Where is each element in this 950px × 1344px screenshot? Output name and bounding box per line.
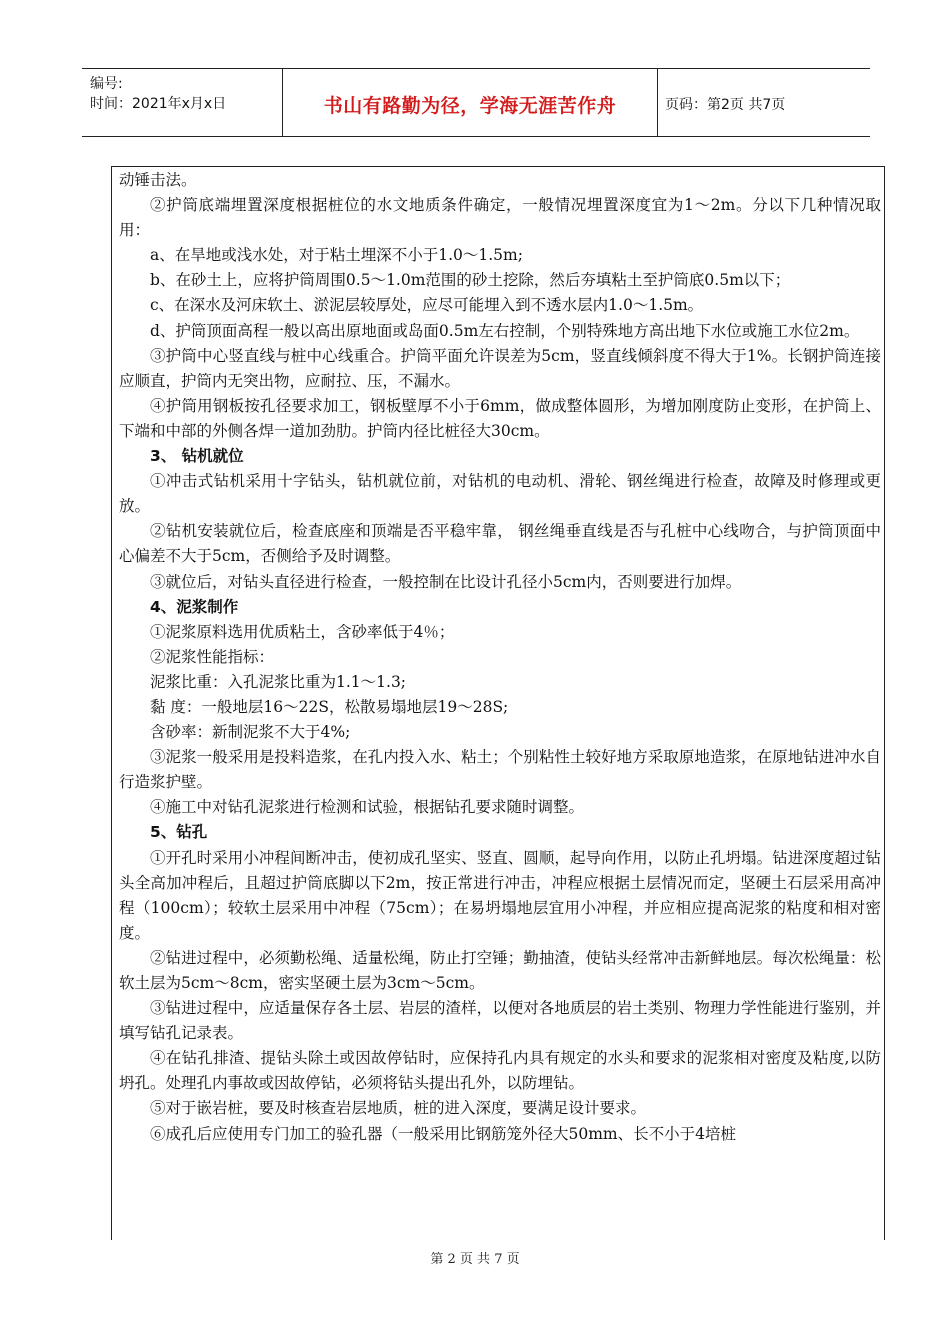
body-paragraph: ①开孔时采用小冲程间断冲击，使初成孔坚实、竖直、圆顺，起导向作用，以防止孔坍塌。钻进深度超过钻头全高加冲程后，且超过护筒底脚以下2m，按正常进行冲击，冲程应根据土层情况而定，坚硬土石层采用高冲程（100cm）；较软土层采用中冲程（75cm）；在易坍塌地层宜用小冲程，并应相应提高泥浆的粘度和相对密度。: [119, 848, 881, 942]
document-time-label: 时间：2021年x月x日: [90, 96, 227, 112]
body-paragraph: ⑥成孔后应使用专门加工的验孔器（一般采用比钢筋笼外径大50mm、长不小于4培桩: [150, 1124, 736, 1143]
section-heading: 4、泥浆制作: [150, 597, 239, 616]
header-bottom-rule: [82, 136, 870, 137]
body-paragraph: ②护筒底端埋置深度根据桩位的水文地质条件确定，一般情况埋置深度宜为1～2m。分以下几种情况取用：: [119, 196, 881, 240]
header-motto: 书山有路勤为径，学海无涯苦作舟: [323, 95, 617, 117]
body-paragraph: 泥浆比重：入孔泥浆比重为1.1～1.3;: [150, 672, 407, 691]
body-paragraph: ④护筒用钢板按孔径要求加工，钢板壁厚不小于6mm，做成整体圆形，为增加刚度防止变形，在护筒上、下端和中部的外侧各焊一道加劲肋。护筒内径比桩径大30cm。: [119, 396, 881, 440]
header-divider-right: [657, 68, 658, 136]
body-paragraph: ③钻进过程中，应适量保存各土层、岩层的渣样，以便对各地质层的岩土类别、物理力学性能进行鉴别，并填写钻孔记录表。: [119, 999, 881, 1043]
body-paragraph: ②钻进过程中，必须勤松绳、适量松绳，防止打空锤；勤抽渣，使钻头经常冲击新鲜地层。每次松绳量：松软土层为5cm～8cm，密实坚硬土层为3cm～5cm。: [119, 948, 881, 992]
header-divider-left: [282, 68, 283, 136]
document-number-label: 编号:: [90, 76, 123, 92]
document-body: [119, 168, 881, 1147]
body-paragraph: c、在深水及河床软土、淤泥层较厚处，应尽可能埋入到不透水层内1.0～1.5m。: [150, 296, 704, 315]
page-footer: 第 2 页 共 7 页: [430, 1252, 520, 1267]
body-paragraph: ③护筒中心竖直线与桩中心线重合。护筒平面允许误差为5cm，竖直线倾斜度不得大于1%。长钢护筒连接应顺直，护筒内无突出物，应耐拉、压，不漏水。: [119, 346, 881, 390]
body-paragraph: ①泥浆原料选用优质粘土，含砂率低于4％；: [150, 622, 455, 641]
body-paragraph: 黏 度：一般地层16～22S，松散易塌地层19～28S;: [150, 697, 509, 716]
section-heading: 5、钻孔: [150, 823, 208, 842]
body-paragraph: d、护筒顶面高程一般以高出原地面或岛面0.5m左右控制，个别特殊地方高出地下水位或施工水位2m。: [150, 321, 860, 340]
body-paragraph: ②泥浆性能指标：: [150, 647, 275, 666]
section-heading: 3、 钻机就位: [150, 447, 244, 466]
header-meta: [90, 74, 226, 114]
body-paragraph: ③泥浆一般采用是投料造浆，在孔内投入水、粘土；个别粘性土较好地方采取原地造浆，在原地钻进冲水自行造浆护壁。: [119, 748, 881, 792]
body-paragraph: 含砂率：新制泥浆不大于4%;: [150, 723, 351, 742]
body-paragraph: ②钻机安装就位后，检查底座和顶端是否平稳牢靠， 钢丝绳垂直线是否与孔桩中心线吻合，与护筒顶面中心偏差不大于5cm，否侧给予及时调整。: [119, 522, 881, 566]
body-paragraph-continuation: 动锤击法。: [119, 171, 197, 189]
body-paragraph: ①冲击式钻机采用十字钻头，钻机就位前，对钻机的电动机、滑轮、钢丝绳进行检查，故障及时修理或更放。: [119, 472, 881, 516]
header-page-indicator: 页码：第2页 共7页: [665, 97, 786, 113]
body-paragraph: a、在旱地或浅水处，对于粘土埋深不小于1.0～1.5m;: [150, 246, 523, 265]
body-paragraph: ⑤对于嵌岩桩，要及时核查岩层地质，桩的进入深度，要满足设计要求。: [150, 1099, 647, 1118]
body-paragraph: b、在砂土上，应将护筒周围0.5～1.0m范围的砂土挖除，然后夯填粘土至护筒底0.5m以下；: [150, 271, 791, 290]
body-paragraph: ③就位后，对钻头直径进行检查，一般控制在比设计孔径小5cm内，否则要进行加焊。: [150, 572, 742, 591]
body-paragraph: ④施工中对钻孔泥浆进行检测和试验，根据钻孔要求随时调整。: [150, 798, 585, 817]
body-paragraph: ④在钻孔排渣、提钻头除土或因故停钻时，应保持孔内具有规定的水头和要求的泥浆相对密度及粘度,以防坍孔。处理孔内事故或因故停钻，必须将钻头提出孔外，以防埋钻。: [119, 1049, 881, 1093]
header-top-rule: [82, 68, 870, 69]
